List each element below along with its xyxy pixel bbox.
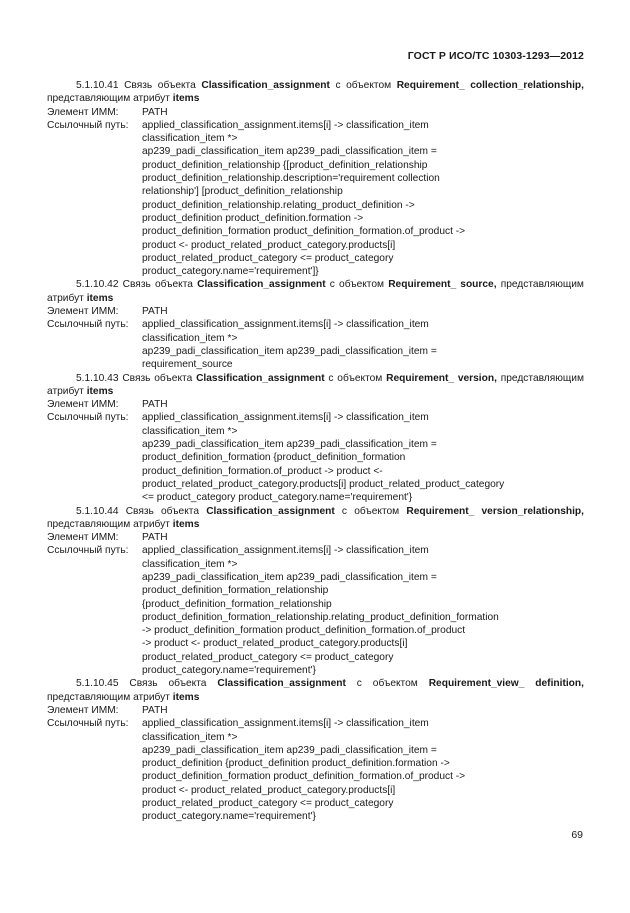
element-label: Элемент ИММ: (47, 704, 119, 716)
heading-with: с объектом (341, 505, 400, 517)
page-number: 69 (571, 829, 583, 841)
element-value: PATH (142, 106, 168, 118)
path-line: relationship'] [product_definition_relationship (142, 186, 343, 198)
path-line: product_category.name='requirement'} (142, 811, 316, 823)
entity-name: Classification_assignment (196, 372, 325, 384)
path-value (142, 717, 584, 823)
document-body (47, 79, 584, 824)
heading-with: с объектом (356, 678, 418, 690)
element-row (47, 531, 584, 544)
path-value (142, 318, 584, 371)
path-line: product_definition_formation product_definition_formation.of_product -> (142, 226, 466, 238)
section-heading (47, 505, 584, 532)
attribute-name: items (172, 518, 200, 530)
element-value: PATH (142, 306, 168, 318)
section-number: 5.1.10.43 (76, 372, 119, 384)
path-line: product_definition {product_definition product_definition.formation -> (142, 758, 450, 770)
path-line: product_related_product_category <= product_category (142, 651, 394, 663)
path-line: ap239_padi_classification_item ap239_padi_classification_item = (142, 439, 437, 451)
path-row (47, 119, 584, 279)
path-label: Ссылочный путь: (47, 319, 129, 331)
path-label: Ссылочный путь: (47, 545, 129, 557)
path-line: product_category.name='requirement'} (142, 665, 316, 677)
path-line: product <- product_related_product_category.products[i] (142, 239, 396, 251)
path-line: product_definition product_definition.formation -> (142, 212, 364, 224)
path-row (47, 411, 584, 504)
path-line: -> product <- product_related_product_category.products[i] (142, 638, 408, 650)
path-value (142, 119, 584, 279)
path-line: applied_classification_assignment.items[i] -> classification_item (142, 119, 429, 131)
path-line: product_definition_formation product_definition_formation.of_product -> (142, 771, 466, 783)
attribute-name: items (172, 93, 200, 105)
section-number: 5.1.10.41 (76, 80, 119, 91)
path-line: ap239_padi_classification_item ap239_padi_classification_item = (142, 146, 437, 158)
path-line: product_definition_formation.of_product -> product <- (142, 465, 383, 477)
heading-lead: Связь объекта (122, 279, 193, 291)
target-name: Requirement_ collection_relationship, (396, 80, 584, 91)
path-line: applied_classification_assignment.items[i] -> classification_item (142, 545, 429, 557)
path-line: applied_classification_assignment.items[i] -> classification_item (142, 718, 429, 730)
heading-rest: представляющим атрибут (47, 279, 584, 304)
path-line: requirement_source (142, 359, 233, 371)
path-line: product_definition_relationship {[product_definition_relationship (142, 159, 428, 171)
path-line: classification_item *> (142, 558, 238, 570)
heading-lead: Связь объекта (125, 505, 200, 517)
heading-with: с объектом (335, 80, 392, 91)
path-label: Ссылочный путь: (47, 718, 129, 730)
path-label: Ссылочный путь: (47, 412, 129, 424)
section-5-1-10-44 (47, 505, 584, 678)
path-line: -> product_definition_formation product_definition_formation.of_product (142, 625, 466, 637)
section-number: 5.1.10.42 (76, 279, 119, 291)
entity-name: Classification_assignment (206, 505, 335, 517)
attribute-name: items (86, 292, 114, 304)
heading-lead: Связь объекта (124, 80, 196, 91)
path-line: product_related_product_category <= product_category (142, 798, 394, 810)
section-heading (47, 278, 584, 305)
section-5-1-10-45 (47, 677, 584, 823)
path-line: applied_classification_assignment.items[i] -> classification_item (142, 412, 429, 424)
path-line: {product_definition_formation_relationship (142, 598, 332, 610)
path-line: product_definition_formation {product_definition_formation (142, 452, 406, 464)
attribute-name: items (86, 385, 114, 397)
heading-with: с объектом (329, 279, 385, 291)
section-number: 5.1.10.45 (76, 678, 119, 690)
element-value: PATH (142, 704, 168, 716)
element-row (47, 704, 584, 717)
element-label: Элемент ИММ: (47, 399, 119, 411)
heading-rest: представляющим атрибут (47, 691, 170, 703)
path-line: product_definition_formation_relationship.relating_product_definition_formation (142, 611, 499, 623)
element-row (47, 106, 584, 119)
section-number: 5.1.10.44 (76, 505, 119, 517)
section-heading (47, 79, 584, 106)
heading-rest: представляющим атрибут (47, 93, 170, 105)
section-5-1-10-42 (47, 278, 584, 371)
attribute-name: items (172, 691, 200, 703)
path-line: product_definition_formation_relationship (142, 585, 329, 597)
path-value (142, 411, 584, 504)
element-row (47, 398, 584, 411)
target-name: Requirement_ version, (386, 372, 497, 384)
path-value (142, 544, 584, 677)
path-line: product_definition_relationship.description='requirement collection (142, 173, 440, 185)
heading-lead: Связь объекта (129, 678, 207, 690)
section-5-1-10-41 (47, 79, 584, 278)
entity-name: Classification_assignment (201, 80, 330, 91)
path-line: product_definition_relationship.relating_product_definition -> (142, 199, 415, 211)
path-line: classification_item *> (142, 332, 238, 344)
target-name: Requirement_ source, (388, 279, 497, 291)
path-line: classification_item *> (142, 133, 238, 145)
page-header: ГОСТ Р ИСО/ТС 10303-1293—2012 (407, 50, 584, 62)
element-value: PATH (142, 532, 168, 544)
section-5-1-10-43 (47, 372, 584, 505)
path-line: product_related_product_category <= product_category (142, 252, 394, 264)
element-value: PATH (142, 399, 168, 411)
entity-name: Classification_assignment (217, 678, 346, 690)
element-label: Элемент ИММ: (47, 306, 119, 318)
path-line: product <- product_related_product_category.products[i] (142, 784, 396, 796)
path-line: <= product_category product_category.name='requirement'} (142, 492, 413, 504)
path-row (47, 544, 584, 677)
path-line: classification_item *> (142, 731, 238, 743)
path-row (47, 318, 584, 371)
path-line: ap239_padi_classification_item ap239_padi_classification_item = (142, 744, 437, 756)
path-line: applied_classification_assignment.items[i] -> classification_item (142, 319, 429, 331)
path-row (47, 717, 584, 823)
path-label: Ссылочный путь: (47, 119, 129, 131)
path-line: product_category.name='requirement']} (142, 266, 319, 278)
target-name: Requirement_view_ definition, (428, 678, 584, 690)
heading-rest: представляющим атрибут (47, 518, 170, 530)
path-line: classification_item *> (142, 425, 238, 437)
path-line: ap239_padi_classification_item ap239_padi_classification_item = (142, 345, 437, 357)
section-heading (47, 372, 584, 399)
path-line: product_related_product_category.products[i] product_related_product_category (142, 478, 505, 490)
heading-rest: представляющим атрибут (47, 372, 584, 397)
element-label: Элемент ИММ: (47, 532, 119, 544)
heading-with: с объектом (328, 372, 383, 384)
path-line: ap239_padi_classification_item ap239_padi_classification_item = (142, 571, 437, 583)
entity-name: Classification_assignment (197, 279, 326, 291)
section-heading (47, 677, 584, 704)
target-name: Requirement_ version_relationship, (406, 505, 584, 517)
element-row (47, 305, 584, 318)
heading-lead: Связь объекта (122, 372, 193, 384)
element-label: Элемент ИММ: (47, 106, 119, 118)
